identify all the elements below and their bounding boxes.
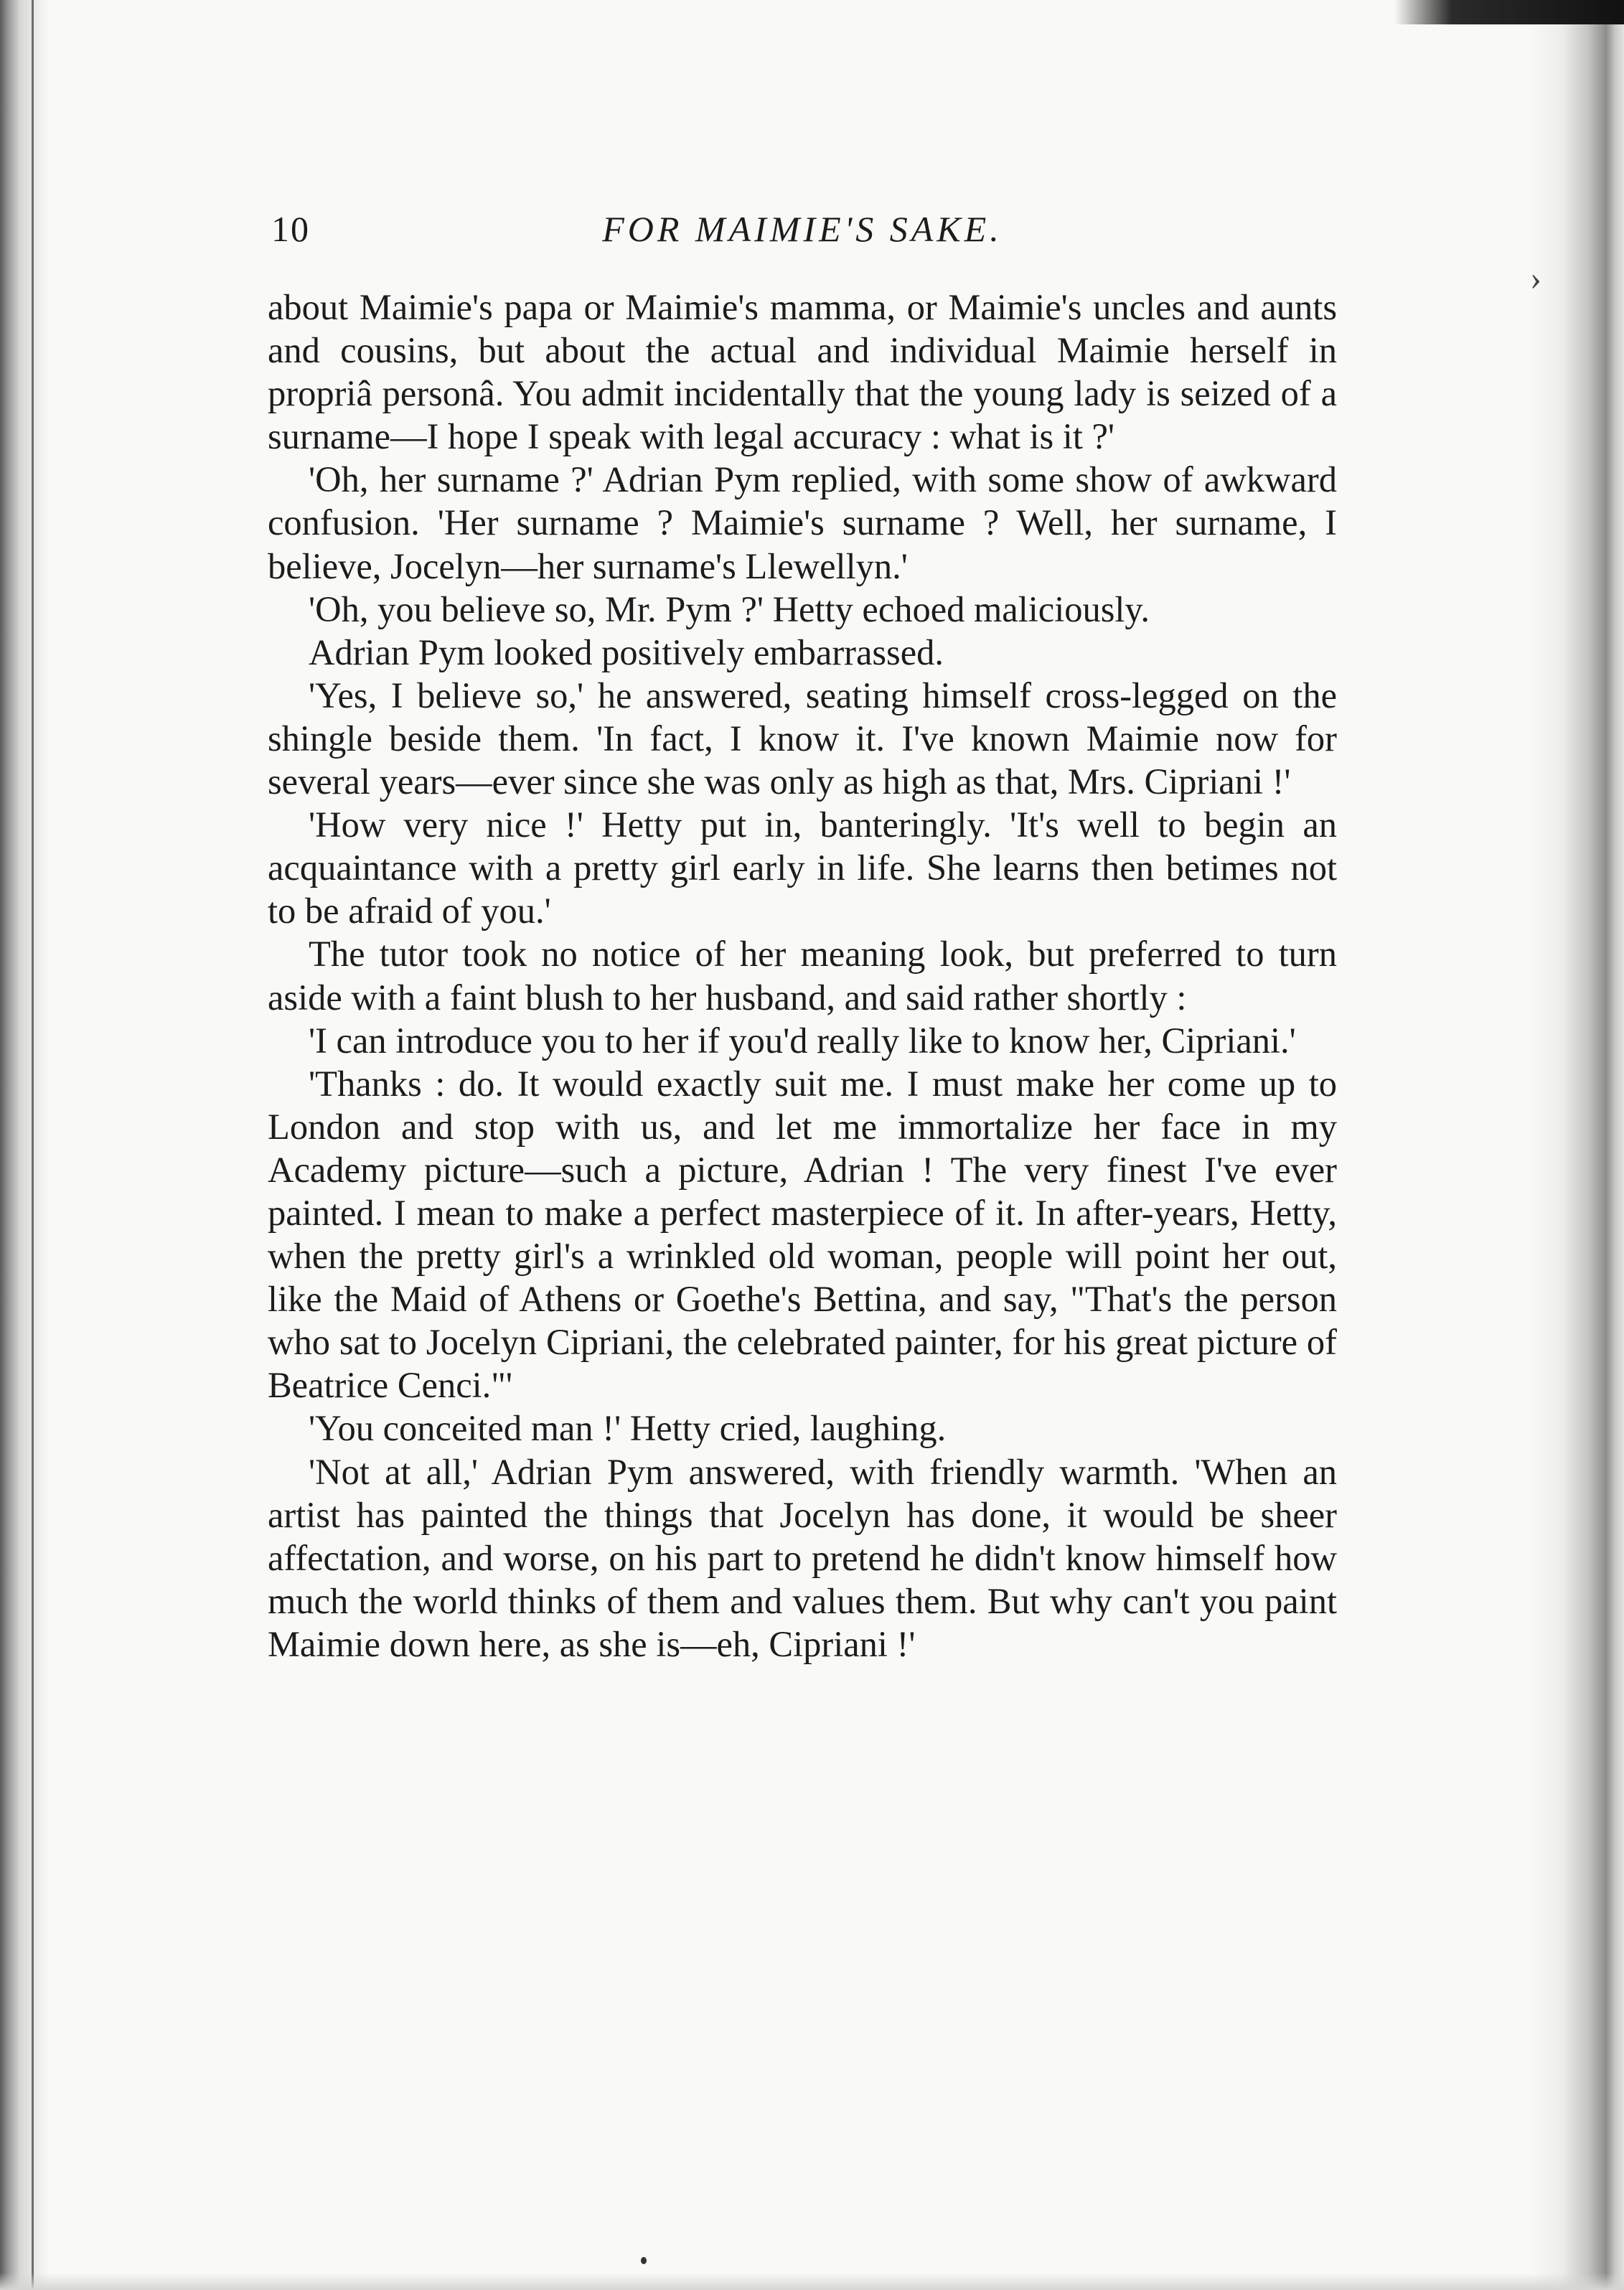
paragraph-10: 'You conceited man !' Hetty cried, laughing. xyxy=(309,1408,947,1449)
paragraph-7: The tutor took no notice of her meaning look, but preferred to turn aside with a faint blush to her husband, and said rather shortly : xyxy=(268,934,1337,1018)
page-left-shadow xyxy=(0,0,50,2290)
paragraph-6: 'How very nice !' Hetty put in, banteringly. 'It's well to begin an acquaintance with a pretty girl early in life. She learns then betimes not to be afraid of you.' xyxy=(268,804,1337,932)
scan-speck xyxy=(641,2257,647,2264)
page-header xyxy=(271,208,1333,266)
paragraph-4: Adrian Pym looked positively embarrassed. xyxy=(309,632,944,672)
binding-line xyxy=(32,0,34,2290)
page-right-shadow xyxy=(1531,0,1624,2290)
paragraph-2: 'Oh, her surname ?' Adrian Pym replied, with some show of awkward confusion. 'Her surname ? Maimie's surname ? Well, her surname, I believe, Jocelyn—her surname's Llewellyn.' xyxy=(268,459,1337,586)
paragraph-9: 'Thanks : do. It would exactly suit me. I must make her come up to London and stop with us, and let me immortalize her face in my Academy picture—such a picture, Adrian ! The very finest I've ever painted. I mean to make a perfect masterpiece of it. In after-years, Hetty, when the pretty girl's a wrinkled old woman, people will point her out, like the Maid of Athens or Goethe's Bettina, and say, "That's the person who sat to Jocelyn Cipriani, the celebrated painter, for his great picture of Beatrice Cenci."' xyxy=(268,1063,1337,1406)
paragraph-5: 'Yes, I believe so,' he answered, seating himself cross-legged on the shingle beside them. 'In fact, I know it. I've known Maimie now for several years—ever since she was only as high as that, Mrs. Cipriani !' xyxy=(268,675,1337,802)
paragraph-1: about Maimie's papa or Maimie's mamma, or Maimie's uncles and aunts and cousins, but about the actual and individual Maimie herself in propriâ personâ. You admit incidentally that the young lady is seized of a surname—I hope I speak with legal accuracy : what is it ?' xyxy=(268,287,1337,457)
running-title: FOR MAIMIE'S SAKE. xyxy=(602,209,1003,249)
paragraph-8: 'I can introduce you to her if you'd really like to know her, Cipriani.' xyxy=(309,1020,1296,1061)
body-text xyxy=(268,286,1337,1666)
page-number: 10 xyxy=(271,209,310,249)
margin-mark: › xyxy=(1530,259,1541,297)
scan-corner-shadow xyxy=(1394,0,1624,24)
paragraph-3: 'Oh, you believe so, Mr. Pym ?' Hetty echoed maliciously. xyxy=(309,588,1150,629)
paragraph-11: 'Not at all,' Adrian Pym answered, with friendly warmth. 'When an artist has painted the things that Jocelyn has done, it would be sheer affectation, and worse, on his part to pretend he didn't know himself how much the world thinks of them and values them. But why can't you paint Maimie down here, as she is—eh, Cipriani !' xyxy=(268,1451,1337,1664)
page-bottom-shadow xyxy=(0,2273,1624,2290)
